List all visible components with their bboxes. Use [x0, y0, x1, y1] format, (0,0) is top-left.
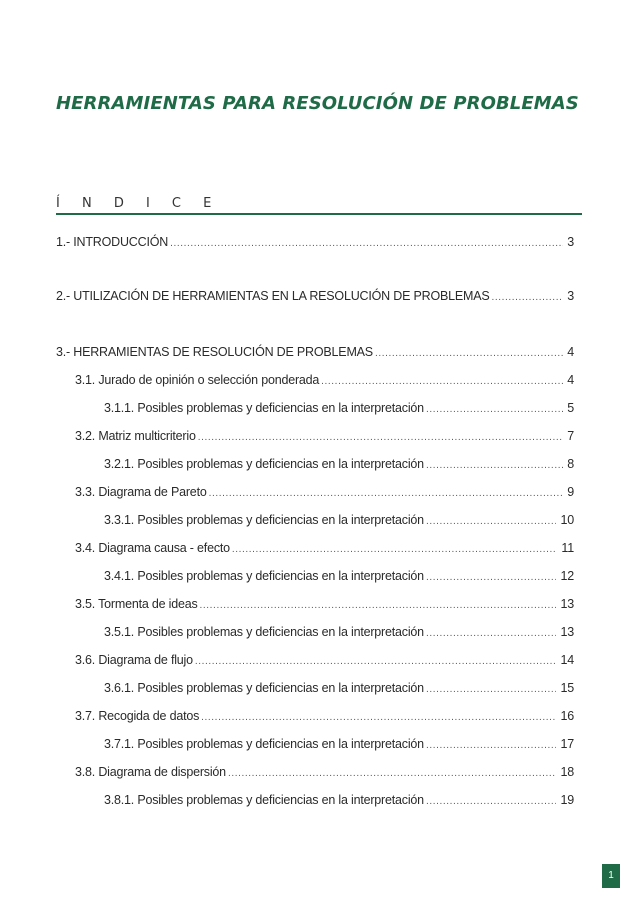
toc-leader: [170, 235, 563, 253]
toc-entry-label: 1.- INTRODUCCIÓN: [56, 235, 169, 249]
toc-leader: [198, 429, 564, 447]
toc-entry[interactable]: [104, 679, 574, 697]
toc-leader: [232, 541, 558, 559]
index-heading: Í N D I C E: [56, 196, 221, 211]
toc-entry[interactable]: [104, 791, 574, 809]
toc-entry-page: 8: [567, 457, 574, 471]
toc-entry[interactable]: [75, 371, 574, 389]
toc-entry[interactable]: [104, 511, 574, 529]
toc-entry-label: 3.5.1. Posibles problemas y deficiencias en la interpretación: [104, 625, 424, 639]
toc-entry-label: 3.6.1. Posibles problemas y deficiencias en la interpretación: [104, 681, 424, 695]
toc-entry-label: 3.1. Jurado de opinión o selección ponderada: [75, 373, 320, 387]
toc-entry-page: 4: [567, 345, 574, 359]
toc-leader: [209, 485, 564, 503]
toc-entry-label: 3.5. Tormenta de ideas: [75, 597, 198, 611]
toc-entry-page: 5: [567, 401, 574, 415]
page-number-badge: 1: [602, 864, 620, 888]
toc-entry-page: 9: [567, 485, 574, 499]
toc-leader: [201, 709, 556, 727]
toc-entry[interactable]: [75, 539, 574, 557]
toc-entry-label: 3.3. Diagrama de Pareto: [75, 485, 207, 499]
toc-entry[interactable]: [104, 623, 574, 641]
toc-entry[interactable]: [104, 567, 574, 585]
toc-entry[interactable]: [75, 763, 574, 781]
toc-entry-page: 19: [560, 793, 574, 807]
document-title: HERRAMIENTAS PARA RESOLUCIÓN DE PROBLEMAS: [56, 93, 579, 114]
toc-entry-page: 17: [560, 737, 574, 751]
toc-entry-label: 3.7.1. Posibles problemas y deficiencias en la interpretación: [104, 737, 424, 751]
toc-leader: [200, 597, 557, 615]
toc-leader: [426, 625, 557, 643]
toc-entry-page: 12: [560, 569, 574, 583]
toc-leader: [492, 289, 564, 307]
toc-entry-label: 3.4. Diagrama causa - efecto: [75, 541, 230, 555]
toc-entry-label: 3.8.1. Posibles problemas y deficiencias en la interpretación: [104, 793, 424, 807]
index-divider: [56, 213, 582, 215]
toc-leader: [426, 513, 557, 531]
toc-entry-page: 13: [560, 597, 574, 611]
toc-entry-label: 3.4.1. Posibles problemas y deficiencias en la interpretación: [104, 569, 424, 583]
toc-entry-label: 3.1.1. Posibles problemas y deficiencias en la interpretación: [104, 401, 424, 415]
toc-leader: [375, 345, 563, 363]
toc-entry-label: 3.6. Diagrama de flujo: [75, 653, 193, 667]
toc-leader: [195, 653, 557, 671]
toc-entry-label: 2.- UTILIZACIÓN DE HERRAMIENTAS EN LA RESOLUCIÓN DE PROBLEMAS: [56, 289, 490, 303]
toc-entry-page: 13: [560, 625, 574, 639]
toc-entry[interactable]: [75, 651, 574, 669]
toc-entry-page: 3: [567, 235, 574, 249]
toc-entry[interactable]: [56, 287, 574, 305]
toc-leader: [426, 569, 557, 587]
toc-entry-page: 3: [567, 289, 574, 303]
toc-entry-page: 10: [560, 513, 574, 527]
toc-entry-page: 4: [567, 373, 574, 387]
toc-entry-page: 7: [567, 429, 574, 443]
toc-leader: [228, 765, 557, 783]
toc-entry[interactable]: [75, 595, 574, 613]
toc-entry-label: 3.2. Matriz multicriterio: [75, 429, 196, 443]
toc-leader: [321, 373, 563, 391]
toc-leader: [426, 681, 557, 699]
toc-entry-label: 3.3.1. Posibles problemas y deficiencias en la interpretación: [104, 513, 424, 527]
toc-entry-page: 18: [560, 765, 574, 779]
toc-entry[interactable]: [56, 343, 574, 361]
toc-leader: [426, 793, 557, 811]
toc-leader: [426, 737, 557, 755]
toc-entry[interactable]: [75, 707, 574, 725]
toc-entry-page: 14: [560, 653, 574, 667]
toc-entry-label: 3.2.1. Posibles problemas y deficiencias en la interpretación: [104, 457, 424, 471]
toc-entry-label: 3.- HERRAMIENTAS DE RESOLUCIÓN DE PROBLEMAS: [56, 345, 373, 359]
toc-entry-page: 11: [561, 541, 574, 555]
toc-entry-label: 3.8. Diagrama de dispersión: [75, 765, 226, 779]
toc-entry-page: 15: [560, 681, 574, 695]
toc-entry-label: 3.7. Recogida de datos: [75, 709, 200, 723]
toc-entry[interactable]: [104, 735, 574, 753]
toc-entry[interactable]: [56, 233, 574, 251]
toc-entry[interactable]: [75, 483, 574, 501]
toc-entry[interactable]: [104, 399, 574, 417]
toc-leader: [426, 401, 563, 419]
toc-entry[interactable]: [75, 427, 574, 445]
toc-entry[interactable]: [104, 455, 574, 473]
toc-leader: [426, 457, 563, 475]
toc-entry-page: 16: [560, 709, 574, 723]
